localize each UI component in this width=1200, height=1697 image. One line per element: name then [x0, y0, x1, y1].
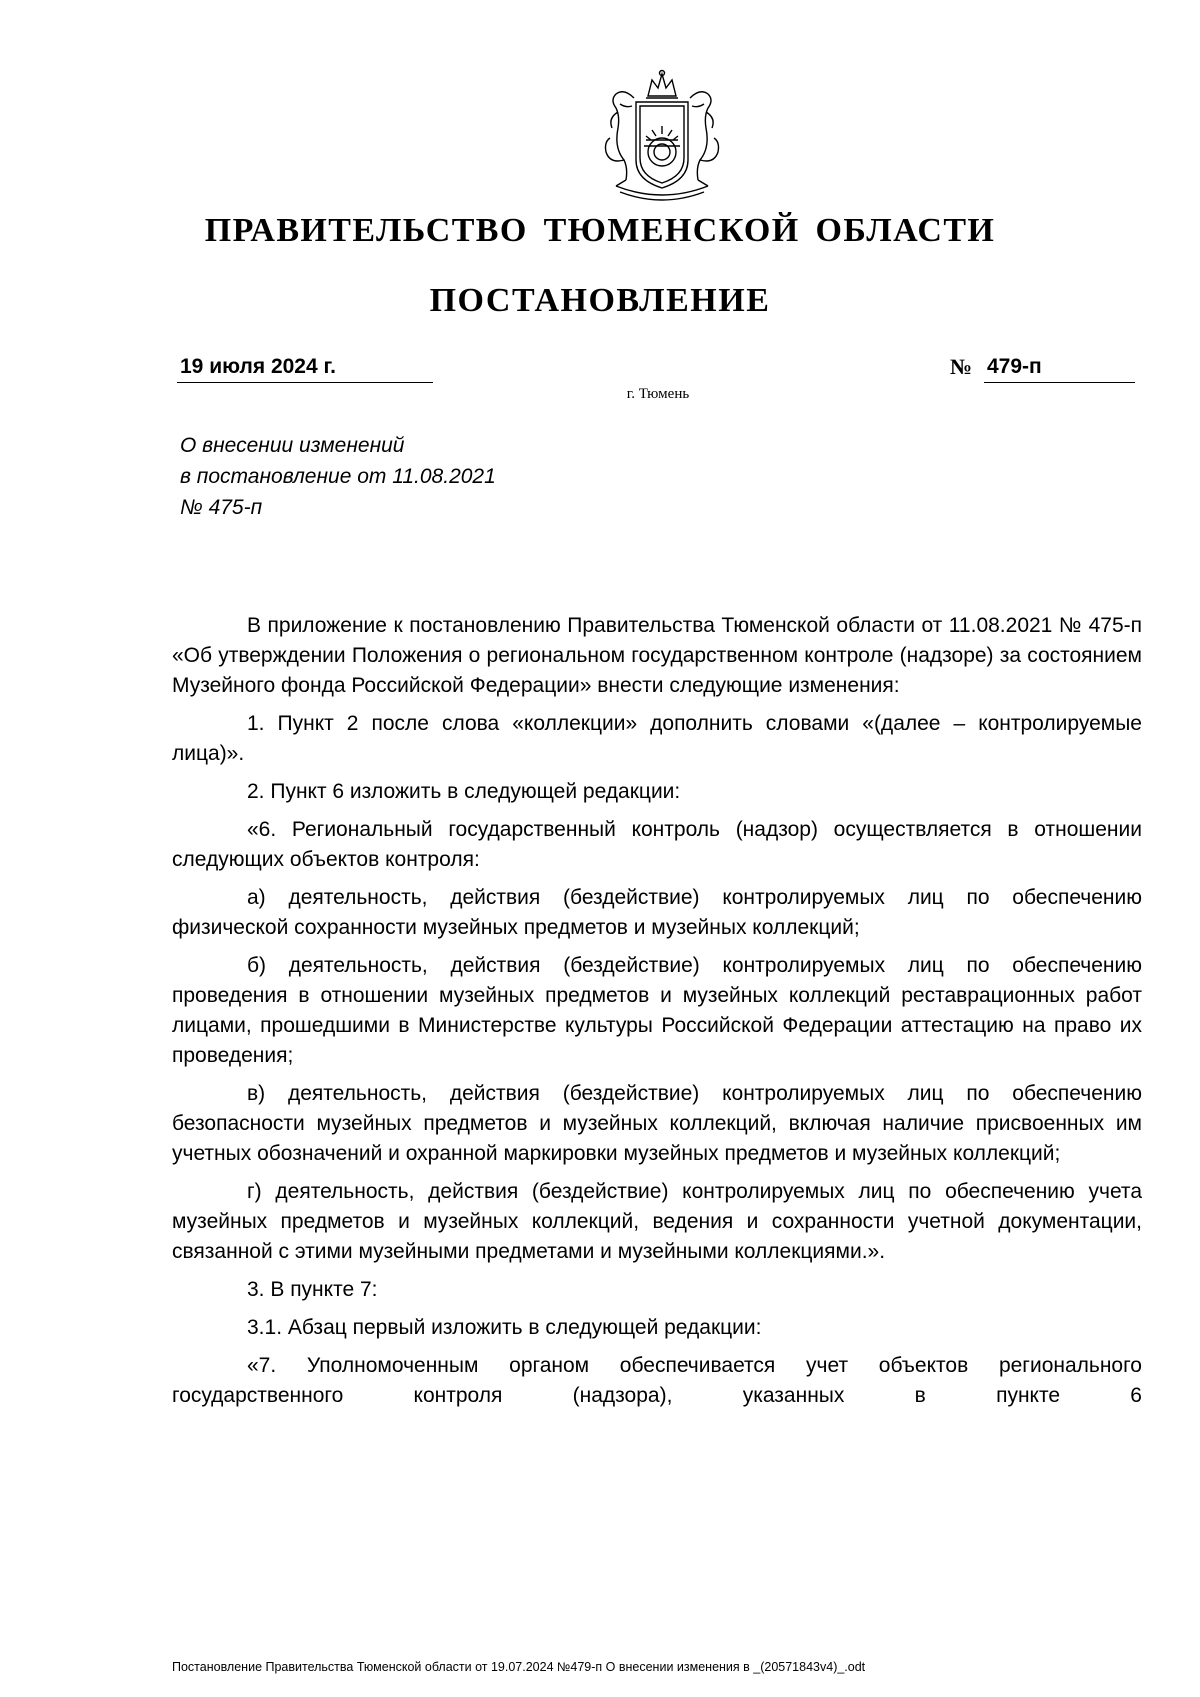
body-paragraph: 3. В пункте 7: — [247, 1278, 378, 1301]
city: г. Тюмень — [626, 386, 690, 402]
document-subject — [180, 430, 496, 523]
body-paragraph: б) деятельность, действия (бездействие) контролируемых лиц по обеспечению проведения в отношении музейных предметов и музейных коллекций реставрационных работ лицами, прошедшими в Министерстве культуры Российской Федерации аттестацию на право их проведения; — [172, 954, 1142, 1067]
body-paragraph: г) деятельность, действия (бездействие) контролируемых лиц по обеспечению учета музейных предметов и музейных коллекций, ведения и сохранности учетной документации, связанной с этими музейными предметами и музейными коллекциями.». — [172, 1180, 1142, 1263]
body-paragraph: а) деятельность, действия (бездействие) контролируемых лиц по обеспечению физической сохранности музейных предметов и музейных коллекций; — [172, 886, 1142, 939]
document-number: 479-п — [984, 354, 1135, 383]
subject-line: в постановление от 11.08.2021 — [180, 465, 496, 488]
body-paragraph: 1. Пункт 2 после слова «коллекции» дополнить словами «(далее – контролируемые лица)». — [172, 712, 1142, 765]
government-title: ПРАВИТЕЛЬСТВО ТЮМЕНСКОЙ ОБЛАСТИ — [204, 212, 996, 249]
body-paragraph: 3.1. Абзац первый изложить в следующей редакции: — [247, 1316, 762, 1339]
body-paragraph: «7. Уполномоченным органом обеспечивается учет объектов регионального государственного контроля (надзора), указанных в пункте 6 — [172, 1354, 1142, 1407]
document-date: 19 июля 2024 г. — [177, 354, 433, 383]
number-label: № — [950, 354, 973, 379]
document-body — [172, 611, 1142, 1419]
document-type: ПОСТАНОВЛЕНИЕ — [429, 282, 771, 319]
page-footer: Постановление Правительства Тюменской области от 19.07.2024 №479-п О внесении изменения в _(20571843v4)_.odt — [172, 1660, 866, 1674]
body-paragraph: в) деятельность, действия (бездействие) контролируемых лиц по обеспечению безопасности музейных предметов и музейных коллекций, включая наличие присвоенных им учетных обозначений и охранной маркировки музейных предметов и музейных коллекций; — [172, 1082, 1142, 1165]
body-paragraph: В приложение к постановлению Правительства Тюменской области от 11.08.2021 № 475-п «Об утверждении Положения о региональном государственном контроле (надзоре) за состоянием Музейного фонда Российской Федерации» внести следующие изменения: — [172, 614, 1142, 697]
subject-line: № 475-п — [180, 496, 263, 519]
body-paragraph: 2. Пункт 6 изложить в следующей редакции: — [247, 780, 681, 803]
subject-line: О внесении изменений — [180, 434, 405, 457]
body-paragraph: «6. Региональный государственный контроль (надзор) осуществляется в отношении следующих объектов контроля: — [172, 818, 1142, 871]
coat-of-arms-icon — [596, 68, 728, 206]
